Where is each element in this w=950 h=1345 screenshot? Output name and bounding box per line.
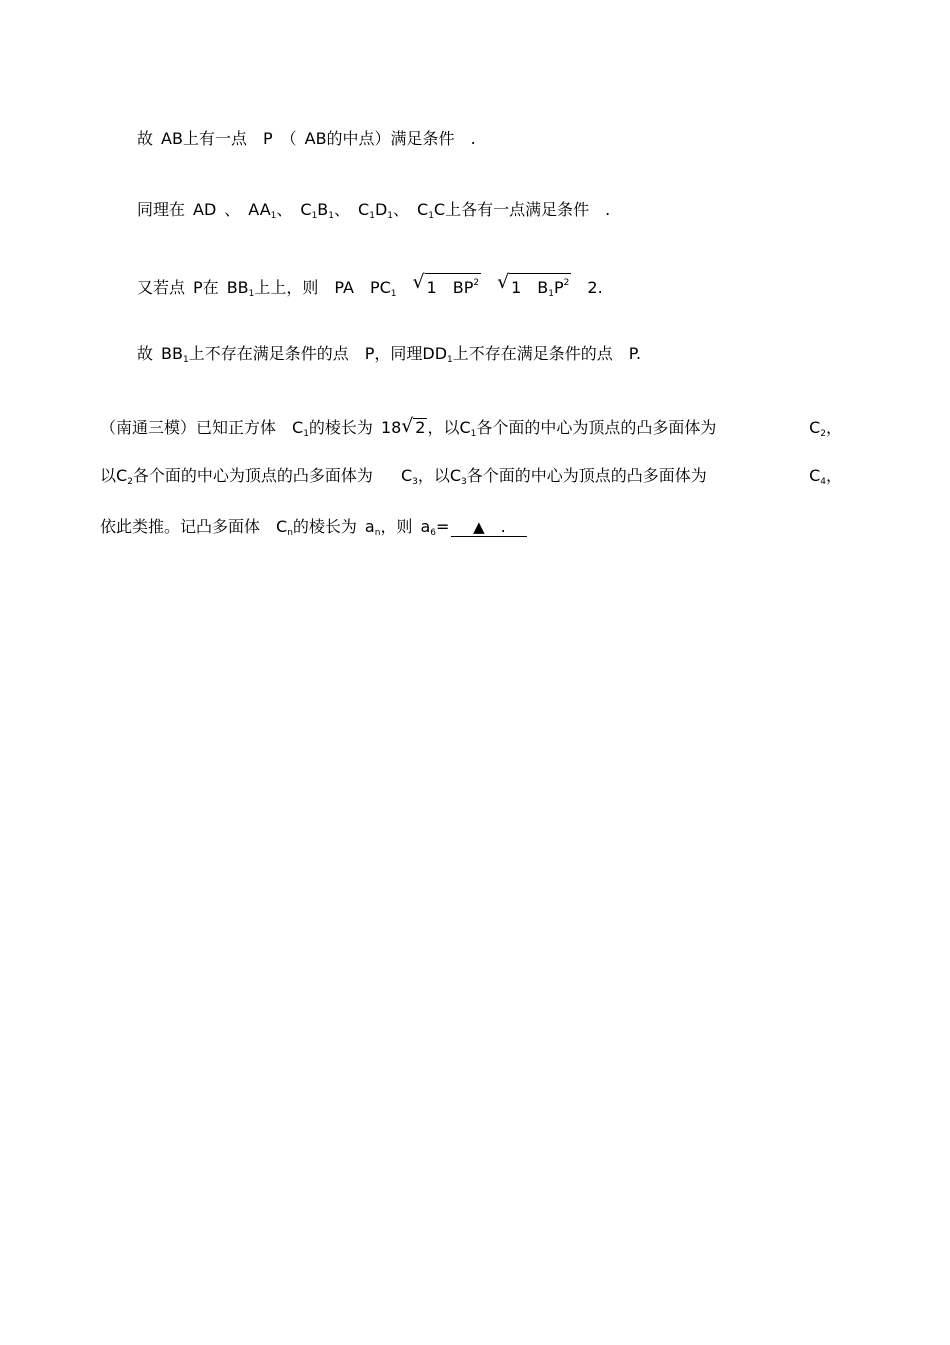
subscript: 1 [248, 289, 255, 299]
period: . [500, 517, 506, 536]
text: 各个面的中心为顶点的凸多面体为 [466, 466, 707, 485]
math-segment: C [358, 200, 370, 219]
period: . [635, 344, 642, 363]
text: 在 [202, 278, 219, 297]
math-segment: BB [226, 278, 249, 297]
math-symbol: C [116, 466, 128, 485]
math-segment: C [417, 200, 429, 219]
text: 上不存在满足条件的点 [452, 344, 613, 363]
text: 上上，则 [254, 278, 319, 297]
subscript: 1 [470, 429, 477, 439]
math-point: P [193, 278, 203, 297]
math-point: P [364, 344, 375, 363]
problem-line-1 [100, 417, 842, 445]
subscript: 1 [182, 355, 189, 365]
subscript: 1 [369, 211, 375, 221]
math-point: P [628, 344, 636, 363]
math-segment: AB [304, 129, 327, 148]
subscript: 6 [430, 528, 437, 538]
problem-line-3 [100, 516, 527, 544]
period: . [605, 200, 611, 219]
subscript: 1 [447, 355, 453, 365]
text: 的棱长为 [292, 517, 357, 536]
separator: 、 [276, 200, 293, 219]
text: ，则 [380, 517, 413, 536]
math-symbol: a [420, 517, 431, 536]
answer-blank [451, 518, 527, 537]
math-segment: P [553, 278, 564, 297]
subscript: 1 [387, 211, 393, 221]
math-number: 1 [426, 278, 437, 297]
math-segment: BP [452, 278, 474, 297]
superscript: 2 [563, 278, 570, 288]
subscript: 3 [461, 477, 467, 487]
text: 的棱长为 [308, 418, 373, 437]
subscript: 1 [303, 429, 309, 439]
math-segment: PC [369, 278, 391, 297]
radical-sign-icon: √ [401, 415, 414, 437]
square-root [413, 273, 482, 299]
problem-source-text: （南通三模）已知正方体 [100, 418, 277, 437]
math-symbol: C [809, 466, 821, 485]
subscript: n [374, 528, 381, 538]
text: 各个面的中心为顶点的凸多面体为 [132, 466, 373, 485]
subscript: 1 [311, 211, 318, 221]
math-symbol: C [276, 517, 288, 536]
square-root [401, 417, 427, 439]
text: ，以 [417, 466, 450, 485]
math-symbol: C [292, 418, 304, 437]
math-segment: PA [334, 278, 354, 297]
radical-sign-icon: √ [497, 271, 510, 293]
text: ，以 [427, 418, 460, 437]
math-symbol: C [809, 418, 821, 437]
text: ，同理 [374, 344, 423, 363]
text: 同理在 [137, 200, 186, 219]
subscript: 1 [328, 211, 335, 221]
subscript: 2 [127, 477, 133, 487]
radicand [425, 273, 482, 297]
math-symbol: C [400, 466, 413, 485]
math-segment: B [537, 278, 549, 297]
solution-line-1 [137, 128, 476, 150]
separator: 、 [393, 200, 410, 219]
comma: ， [825, 418, 842, 437]
subscript: n [287, 528, 293, 538]
math-segment: AB [161, 129, 183, 148]
text: 上各有一点满足条件 [445, 200, 590, 219]
radical-sign-icon: √ [412, 271, 425, 293]
math-point: P [262, 129, 273, 148]
math-symbol: C [449, 466, 462, 485]
separator: 、 [224, 200, 241, 219]
line-end [809, 465, 842, 493]
math-segment: BB [161, 344, 183, 363]
problem-line-2 [100, 465, 842, 493]
superscript: 2 [473, 278, 480, 288]
text: 故 [137, 129, 154, 148]
math-number: 2 [587, 278, 598, 297]
math-segment: AD [193, 200, 217, 219]
period: . [597, 278, 603, 297]
text: 故 [137, 344, 154, 363]
subscript: 1 [270, 211, 277, 221]
text: 依此类推。记凸多面体 [100, 517, 261, 536]
text: 以 [100, 466, 117, 485]
math-symbol: a [364, 517, 375, 536]
solution-line-2 [137, 199, 610, 227]
period: . [470, 129, 476, 148]
solution-line-4 [137, 343, 641, 371]
text: 上有一点 [182, 129, 247, 148]
math-segment: B [317, 200, 329, 219]
square-root [497, 273, 571, 303]
math-number: 1 [511, 278, 522, 297]
math-segment: C [433, 200, 446, 219]
text: 上不存在满足条件的点 [188, 344, 349, 363]
text: 的中点）满足条件 [326, 129, 455, 148]
subscript: 1 [428, 211, 434, 221]
subscript: 1 [390, 289, 397, 299]
text: 又若点 [137, 278, 186, 297]
line-end [809, 417, 842, 445]
equals-sign: = [436, 517, 450, 536]
subscript: 2 [820, 429, 826, 439]
subscript: 1 [548, 289, 554, 299]
math-segment: D [374, 200, 388, 219]
math-segment: AA [248, 200, 271, 219]
math-number: 18 [380, 418, 402, 437]
comma: ， [825, 466, 842, 485]
separator: 、 [334, 200, 351, 219]
radicand [509, 273, 571, 303]
subscript: 3 [412, 477, 418, 487]
text: （ [280, 129, 297, 148]
radicand: 2 [415, 418, 426, 437]
subscript: 4 [820, 477, 826, 487]
solution-line-3 [137, 273, 603, 305]
triangle-icon: ▲ [473, 518, 485, 536]
math-segment: C [300, 200, 312, 219]
text: 各个面的中心为顶点的凸多面体为 [476, 418, 717, 437]
math-segment: DD [422, 344, 448, 363]
math-symbol: C [459, 418, 471, 437]
